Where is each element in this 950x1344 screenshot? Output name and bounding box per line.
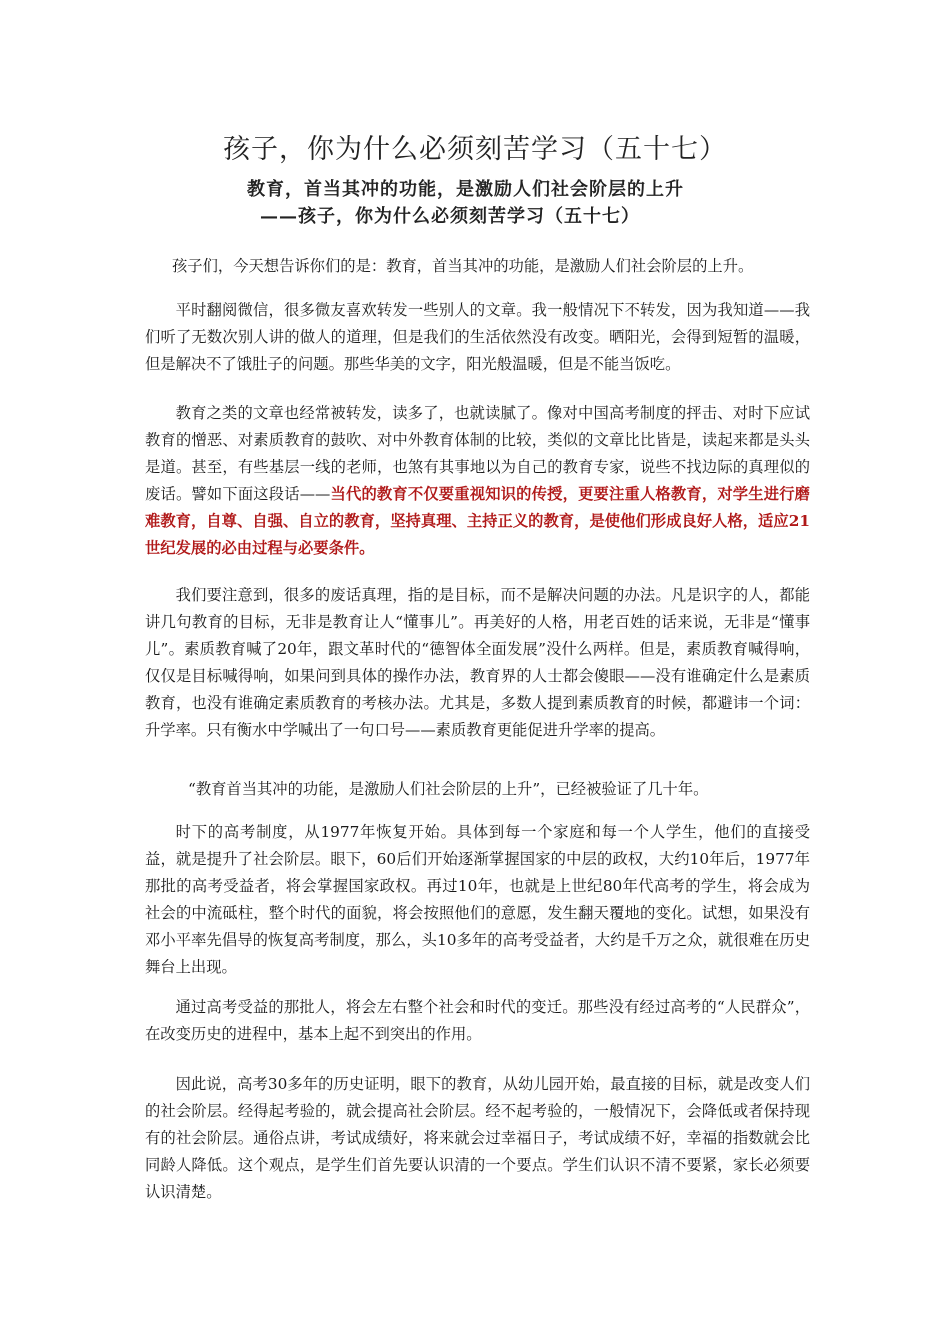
paragraph-conclusion: 因此说，高考30多年的历史证明，眼下的教育，从幼儿园开始，最直接的目标，就是改变人们的社会阶层。经得起考验的，就会提高社会阶层。经不起考验的，一般情况下，会降低或者保持现有的社会阶层。通俗点讲，考试成绩好，将来就会过幸福日子，考试成绩不好，幸福的指数就会比同龄人降低。这个观点，是学生们首先要认识清的一个要点。学生们认识不清不要紧，家长必须要认识清楚。 — [145, 1075, 810, 1201]
paragraph-wechat: 平时翻阅微信，很多微友喜欢转发一些别人的文章。我一般情况下不转发，因为我知道——我们听了无数次别人讲的做人的道理，但是我们的生活依然没有改变。晒阳光，会得到短暂的温暖，但是解决不了饿肚子的问题。那些华美的文字，阳光般温暖，但是不能当饭吃。 — [145, 301, 810, 373]
paragraph-education-articles — [145, 400, 810, 562]
page-title: 孩子，你为什么必须刻苦学习（五十七） — [223, 134, 727, 165]
highlighted-quote: 当代的教育不仅要重视知识的传授，更要注重人格教育，对学生进行磨难教育，自尊、自强、自立的教育，坚持真理、主持正义的教育，是使他们形成良好人格，适应21世纪发展的必由过程与必要条件。 — [145, 485, 810, 557]
paragraph-gaokao-system: 时下的高考制度，从1977年恢复开始。具体到每一个家庭和每一个人学生，他们的直接受益，就是提升了社会阶层。眼下，60后们开始逐渐掌握国家的中层的政权，大约10年后，1977年那批的高考受益者，将会掌握国家政权。再过10年，也就是上世纪80年代高考的学生，将会成为社会的中流砥柱，整个时代的面貌，将会按照他们的意愿，发生翻天覆地的变化。试想，如果没有邓小平率先倡导的恢复高考制度，那么，头10多年的高考受益者，大约是千万之众，就很难在历史舞台上出现。 — [145, 823, 810, 976]
paragraph-education-articles-text: 教育之类的文章也经常被转发，读多了，也就读腻了。像对中国高考制度的抨击、对时下应试教育的憎恶、对素质教育的鼓吹、对中外教育体制的比较，类似的文章比比皆是，读起来都是头头是道。甚至，有些基层一线的老师，也煞有其事地以为自己的教育专家，说些不找边际的真理似的废话。譬如下面这段话—— — [145, 404, 810, 503]
paragraph-beneficiaries: 通过高考受益的那批人，将会左右整个社会和时代的变迁。那些没有经过高考的“人民群众”，在改变历史的进程中，基本上起不到突出的作用。 — [145, 998, 810, 1043]
paragraph-verified: “教育首当其冲的功能，是激励人们社会阶层的上升”，已经被验证了几十年。 — [188, 780, 709, 798]
subtitle-line-1: 教育，首当其冲的功能，是激励人们社会阶层的上升 — [247, 179, 684, 200]
subtitle-line-2: ——孩子，你为什么必须刻苦学习（五十七） — [260, 206, 640, 227]
paragraph-empty-truths: 我们要注意到，很多的废话真理，指的是目标，而不是解决问题的办法。凡是识字的人，都能讲几句教育的目标，无非是教育让人“懂事儿”。再美好的人格，用老百姓的话来说，无非是“懂事儿”。素质教育喊了20年，跟文革时代的“德智体全面发展”没什么两样。但是，素质教育喊得响，仅仅是目标喊得响，如果问到具体的操作办法，教育界的人士都会傻眼——没有谁确定什么是素质教育，也没有谁确定素质教育的考核办法。尤其是，多数人提到素质教育的时候，都避讳一个词：升学率。只有衡水中学喊出了一句口号——素质教育更能促进升学率的提高。 — [145, 586, 810, 739]
paragraph-intro: 孩子们，今天想告诉你们的是：教育，首当其冲的功能，是激励人们社会阶层的上升。 — [172, 257, 754, 275]
